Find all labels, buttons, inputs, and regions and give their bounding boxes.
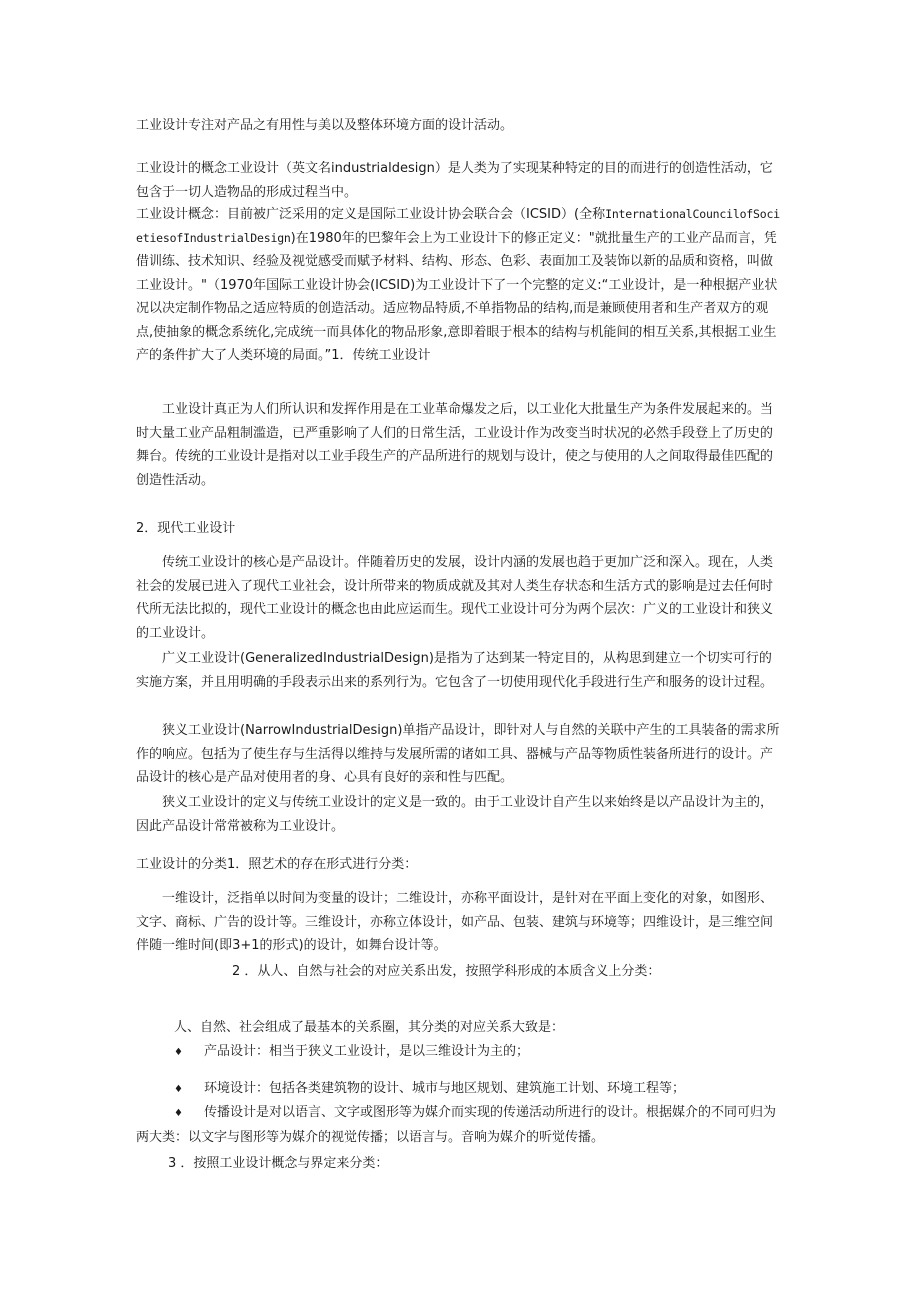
bullet-product-design	[136, 1040, 784, 1065]
paragraph-modern-core: 传统工业设计的核心是产品设计。伴随着历史的发展，设计内涵的发展也趋于更加广泛和深入。现在，人类社会的发展已进入了现代工业社会，设计所带来的物质成就及其对人类生存状态和生活方式的影响是过去任何时代所无法比拟的，现代工业设计的概念也由此应运而生。现代工业设计可分为两个层次：广义的工业设计和狭义的工业设计。	[136, 555, 774, 641]
paragraph-narrow-design: 狭义工业设计(NarrowIndustrialDesign)单指产品设计，即针对人与自然的关联中产生的工具装备的需求所作的响应。包括为了使生存与生活得以维持与发展所需的诸如工具、器械与产品等物质性装备所进行的设计。产品设计的核心是产品对使用者的身、心具有良好的亲和性与匹配。	[136, 723, 780, 785]
paragraph-classification: 工业设计的分类1．照艺术的存在形式进行分类：	[136, 857, 418, 872]
bullet-environment-design	[136, 1077, 784, 1102]
heading-classification-3: 3 ．按照工业设计概念与界定来分类：	[168, 1156, 389, 1171]
heading-modern-design: 2．现代工业设计	[136, 521, 236, 536]
bullet-icon: ♦	[174, 1108, 183, 1119]
bullet-icon: ♦	[174, 1047, 183, 1058]
bullet-communication-design	[136, 1101, 784, 1149]
paragraph-narrow-equivalence: 狭义工业设计的定义与传统工业设计的定义是一致的。由于工业设计自产生以来始终是以产品设计为主的，因此产品设计常常被称为工业设计。	[136, 795, 774, 834]
bullet-icon: ♦	[174, 1084, 183, 1095]
paragraph-relationship: 人、自然、社会组成了最基本的关系圈，其分类的对应关系大致是：	[174, 1020, 565, 1035]
bullet-text: 传播设计是对以语言、文字或图形等为媒介而实现的传递活动所进行的设计。根据媒介的不同可归为两大类：以文字与图形等为媒介的视觉传播；以语言与。音响为媒介的听觉传播。	[136, 1105, 777, 1145]
paragraph-definition	[136, 203, 784, 368]
icsid-full-name: InternationalCouncilofSocietiesofIndustrialDesign	[136, 207, 780, 245]
definition-lead: 工业设计概念：目前被广泛采用的定义是国际工业设计协会联合会（ICSID）(全称	[136, 207, 606, 222]
paragraph-traditional-design: 工业设计真正为人们所认识和发挥作用是在工业革命爆发之后，以工业化大批量生产为条件发展起来的。当时大量工业产品粗制滥造，已严重影响了人们的日常生活，工业设计作为改变当时状况的必然手段登上了历史的舞台。传统的工业设计是指对以工业手段生产的产品所进行的规划与设计，使之与使用的人之间取得最佳匹配的创造性活动。	[136, 402, 774, 488]
bullet-text: 环境设计：包括各类建筑物的设计、城市与地区规划、建筑施工计划、环境工程等；	[204, 1081, 686, 1096]
paragraph-concept: 工业设计的概念工业设计（英文名industrialdesign）是人类为了实现某种特定的目的而进行的创造性活动，它包含于一切人造物品的形成过程当中。	[136, 161, 773, 200]
paragraph-dimension-design: 一维设计，泛指单以时间为变量的设计；二维设计，亦称平面设计，是针对在平面上变化的对象，如图形、文字、商标、广告的设计等。三维设计，亦称立体设计，如产品、包装、建筑与环境等；四维设计，是三维空间伴随一维时间(即3+1的形式)的设计，如舞台设计等。	[136, 891, 774, 953]
heading-classification-2: 2 ．从人、自然与社会的对应关系出发，按照学科形成的本质含义上分类：	[232, 964, 661, 979]
paragraph-generalized-design: 广义工业设计(GeneralizedIndustrialDesign)是指为了达到某一特定目的，从构思到建立一个切实可行的实施方案，并且用明确的手段表示出来的系列行为。它包含了一切使用现代化手段进行生产和服务的设计过程。	[136, 651, 774, 690]
paragraph-intro: 工业设计专注对产品之有用性与美以及整体环境方面的设计活动。	[136, 118, 514, 133]
bullet-text: 产品设计：相当于狭义工业设计，是以三维设计为主的；	[204, 1044, 530, 1059]
definition-body: )在1980年的巴黎年会上为工业设计下的修正定义："就批量生产的工业产品而言，凭借训练、技术知识、经验及视觉感受而赋予材料、结构、形态、色彩、表面加工及装饰以新的品质和资格，叫做工业设计。"（1970年国际工业设计协会(ICSID)为工业设计下了一个完整的定义:“工业设计，是一种根据产业状况以决定制作物品之适应特质的创造活动。适应物品特质,不单指物品的结构,而是兼顾使用者和生产者双方的观点,使抽象的概念系统化,完成统一而具体化的物品形象,意即着眼于根本的结构与机能间的相互关系,其根据工业生产的条件扩大了人类环境的局面。”1．传统工业设计	[136, 230, 778, 363]
